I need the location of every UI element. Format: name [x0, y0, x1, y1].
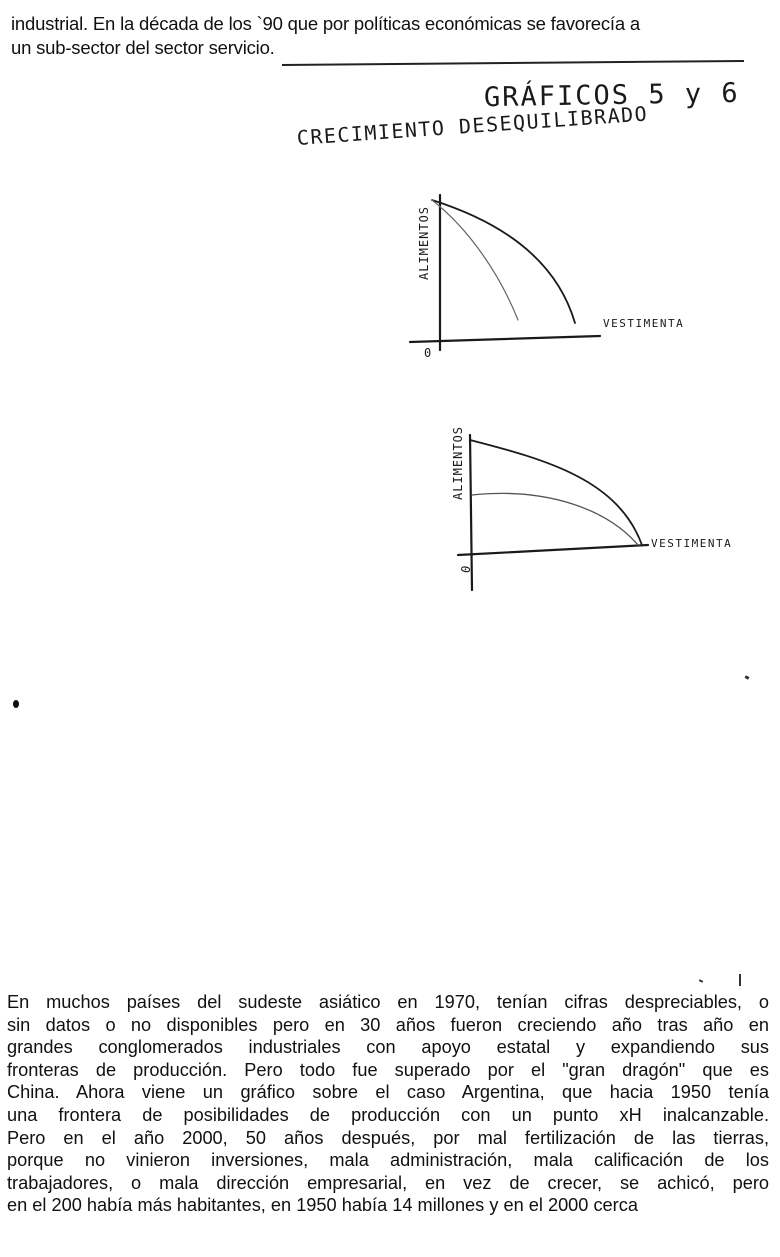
handwritten-title: GRÁFICOS 5 y 6: [483, 77, 740, 114]
figure-5-x-label: VESTIMENTA: [603, 317, 685, 330]
figure-5-x-axis: [410, 336, 600, 342]
scan-speck: [745, 675, 750, 680]
bottom-paragraph-line: trabajadores, o mala dirección empresarial, en vez de crecer, se achicó, pero: [7, 1172, 769, 1193]
bottom-paragraph: [7, 991, 769, 1217]
figure-5-origin: 0: [424, 346, 432, 360]
bottom-paragraph-line: en el 200 había más habitantes, en 1950 había 14 millones y en el 2000 cerca: [7, 1195, 638, 1216]
bottom-paragraph-line: En muchos países del sudeste asiático en 1970, tenían cifras despreciables, o: [7, 992, 769, 1012]
top-paragraph: [11, 12, 771, 60]
scan-speck: [739, 974, 741, 986]
figure-5-graph: [400, 185, 740, 375]
ink-dot: [13, 700, 19, 708]
section-divider: [282, 60, 744, 66]
figure-6-x-axis: [458, 545, 648, 555]
bottom-paragraph-line: una frontera de posibilidades de producción con un punto xH inalcanzable.: [7, 1104, 769, 1125]
scan-speck: [699, 979, 703, 983]
figure-5-inner-frontier: [432, 200, 518, 320]
top-paragraph-line: industrial. En la década de los `90 que por políticas económicas se favorecía a: [11, 13, 640, 34]
figure-6-outer-frontier: [470, 440, 642, 545]
bottom-paragraph-line: China. Ahora viene un gráfico sobre el caso Argentina, que hacia 1950 tenía: [7, 1082, 769, 1103]
handwritten-subtitle: CRECIMIENTO DESEQUILIBRADO: [296, 101, 649, 150]
bottom-paragraph-line: Pero en el año 2000, 50 años después, por mal fertilización de las tierras,: [7, 1127, 769, 1148]
bottom-paragraph-line: grandes conglomerados industriales con apoyo estatal y expandiendo sus: [7, 1037, 769, 1058]
figure-5-y-label: ALIMENTOS: [417, 205, 431, 280]
figure-6-graph: [448, 395, 778, 595]
bottom-paragraph-line: porque no vinieron inversiones, mala administración, mala calificación de los: [7, 1150, 769, 1171]
figure-6-x-label: VESTIMENTA: [651, 537, 733, 550]
top-paragraph-line: un sub-sector del sector servicio.: [11, 37, 275, 58]
figure-6-origin: 0: [458, 564, 474, 575]
bottom-paragraph-line: sin datos o no disponibles pero en 30 años fueron creciendo año tras año en: [7, 1014, 769, 1035]
bottom-paragraph-line: fronteras de producción. Pero todo fue superado por el "gran dragón" que es: [7, 1059, 769, 1080]
figure-6-y-label: ALIMENTOS: [451, 425, 465, 500]
